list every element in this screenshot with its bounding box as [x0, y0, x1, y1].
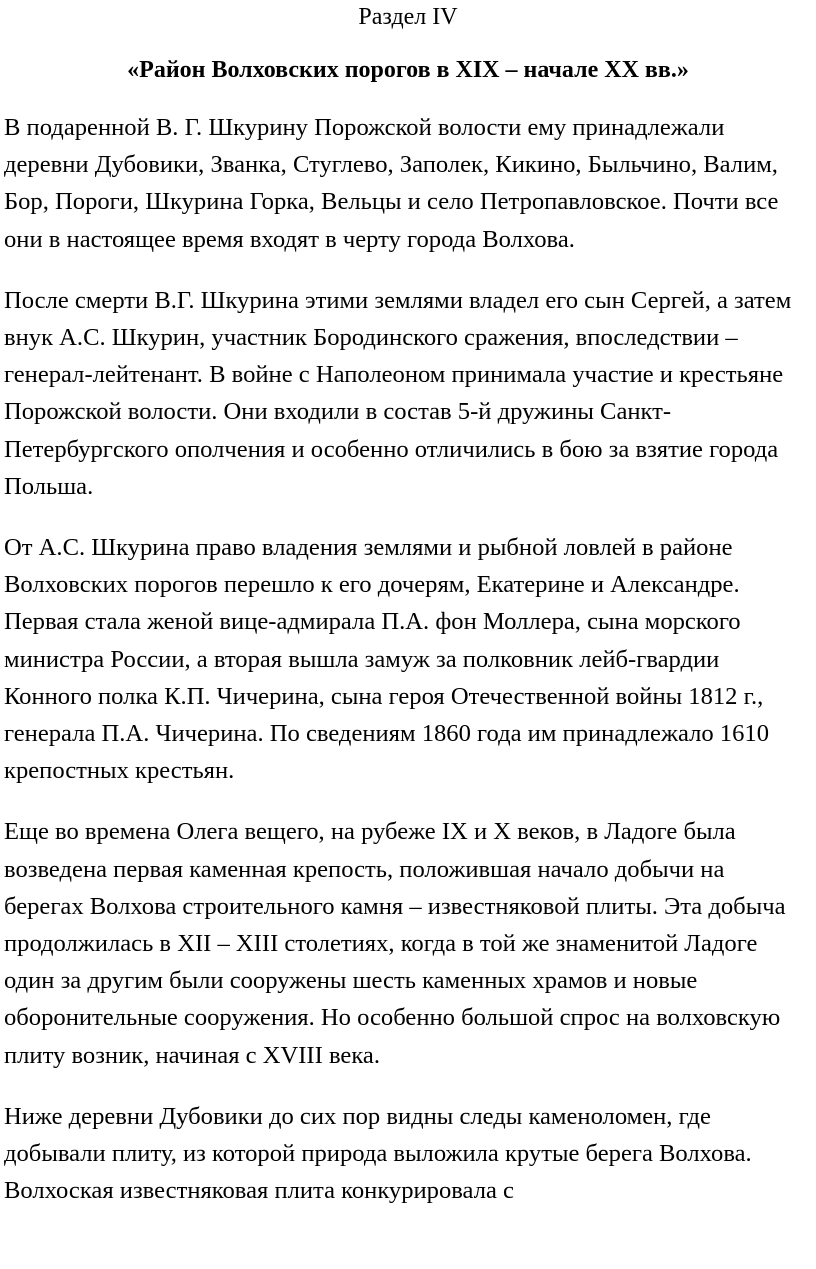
paragraph-2: После смерти В.Г. Шкурина этими землями владел его сын Сергей, а затем внук А.С. Шкурин, участник Бородинского сражения, впоследствии – генерал-лейтенант. В войне с Наполеоном принимала участие и крестьяне Порожской волости. Они входили в состав 5-й дружины Санкт-Петербургского ополчения и особенно отличились в бою за взятие города Польша.: [4, 286, 792, 500]
document-body: [4, 109, 806, 1233]
paragraph-1: В подаренной В. Г. Шкурину Порожской волости ему принадлежали деревни Дубовики, Званка, Стуглево, Заполек, Кикино, Быльчино, Валим, Бор, Пороги, Шкурина Горка, Вельцы и село Петропавловское. Почти все они в настоящее время входят в черту города Волхова.: [4, 114, 779, 253]
section-title: «Район Волховских порогов в XIX – начале XX вв.»: [127, 57, 689, 83]
paragraph-5: Ниже деревни Дубовики до сих пор видны следы каменоломен, где добывали плиту, из которой природа выложила крутые берега Волхова. Волхоская известняковая плита конкурировала с: [4, 1102, 752, 1205]
paragraph-4: Еще во времена Олега вещего, на рубеже IX и X веков, в Ладоге была возведена первая каменная крепость, положившая начало добычи на берегах Волхова строительного камня – известняковой плиты. Эта добыча продолжилась в XII – XIII столетиях, когда в той же знаменитой Ладоге один за другим были сооружены шесть каменных храмов и новые оборонительные сооружения. Но особенно большой спрос на волховскую плиту возник, начиная с XVIII века.: [4, 818, 786, 1069]
paragraph-3: От А.С. Шкурина право владения землями и рыбной ловлей в районе Волховских порогов перешло к его дочерям, Екатерине и Александре. Первая стала женой вице-адмирала П.А. фон Моллера, сына морского министра России, а вторая вышла замуж за полковник лейб-гвардии Конного полка К.П. Чичерина, сына героя Отечественной войны 1812 г., генерала П.А. Чичерина. По сведениям 1860 года им принадлежало 1610 крепостных крестьян.: [4, 534, 769, 785]
section-label: Раздел IV: [358, 4, 458, 30]
